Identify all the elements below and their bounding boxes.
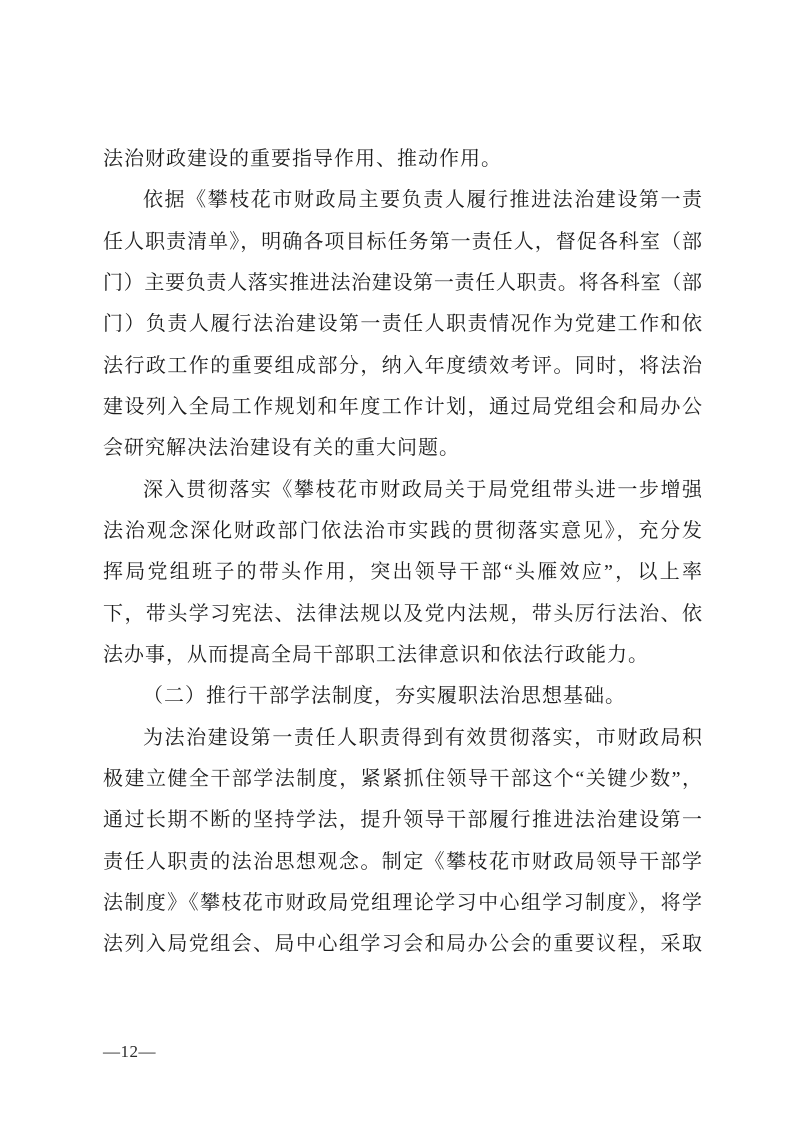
text-line: 法治观念深化财政部门依法治市实践的贯彻落实意见》，充分发 <box>103 519 702 542</box>
text-line: 责任人职责的法治思想观念。制定《攀枝花市财政局领导干部学 <box>103 850 702 873</box>
text-line: 为法治建设第一责任人职责得到有效贯彻落实，市财政局积 <box>143 726 702 749</box>
text-line: 极建立健全干部学法制度，紧紧抓住领导干部这个“关键少数”， <box>103 767 702 790</box>
section-heading: （二）推行干部学法制度，夯实履职法治思想基础。 <box>143 685 626 708</box>
text-line: 法行政工作的重要组成部分，纳入年度绩效考评。同时，将法治 <box>103 354 702 377</box>
text-line: 建设列入全局工作规划和年度工作计划，通过局党组会和局办公 <box>103 395 702 418</box>
text-line: 深入贯彻落实《攀枝花市财政局关于局党组带头进一步增强 <box>143 478 702 501</box>
text-line: 门）负责人履行法治建设第一责任人职责情况作为党建工作和依 <box>103 313 702 336</box>
text-line: 下，带头学习宪法、法律法规以及党内法规，带头厉行法治、依 <box>103 602 702 625</box>
text-line: 法办事，从而提高全局干部职工法律意识和依法行政能力。 <box>103 643 649 666</box>
text-line: 法制度》《攀枝花市财政局党组理论学习中心组学习制度》，将学 <box>103 891 702 914</box>
text-line: 门）主要负责人落实推进法治建设第一责任人职责。将各科室（部 <box>103 271 702 294</box>
text-line: 法治财政建设的重要指导作用、推动作用。 <box>103 148 502 170</box>
page-number: —12— <box>103 1042 156 1061</box>
text-line: 会研究解决法治建设有关的重大问题。 <box>103 437 460 460</box>
text-line: 法列入局党组会、局中心组学习会和局办公会的重要议程，采取 <box>103 933 702 956</box>
text-line: 任人职责清单》，明确各项目标任务第一责任人，督促各科室（部 <box>103 230 702 253</box>
document-body <box>103 139 702 966</box>
text-line: 通过长期不断的坚持学法，提升领导干部履行推进法治建设第一 <box>103 809 702 832</box>
text-line: 挥局党组班子的带头作用，突出领导干部“头雁效应”，以上率 <box>103 561 702 584</box>
text-line: 依据《攀枝花市财政局主要负责人履行推进法治建设第一责 <box>143 189 702 212</box>
